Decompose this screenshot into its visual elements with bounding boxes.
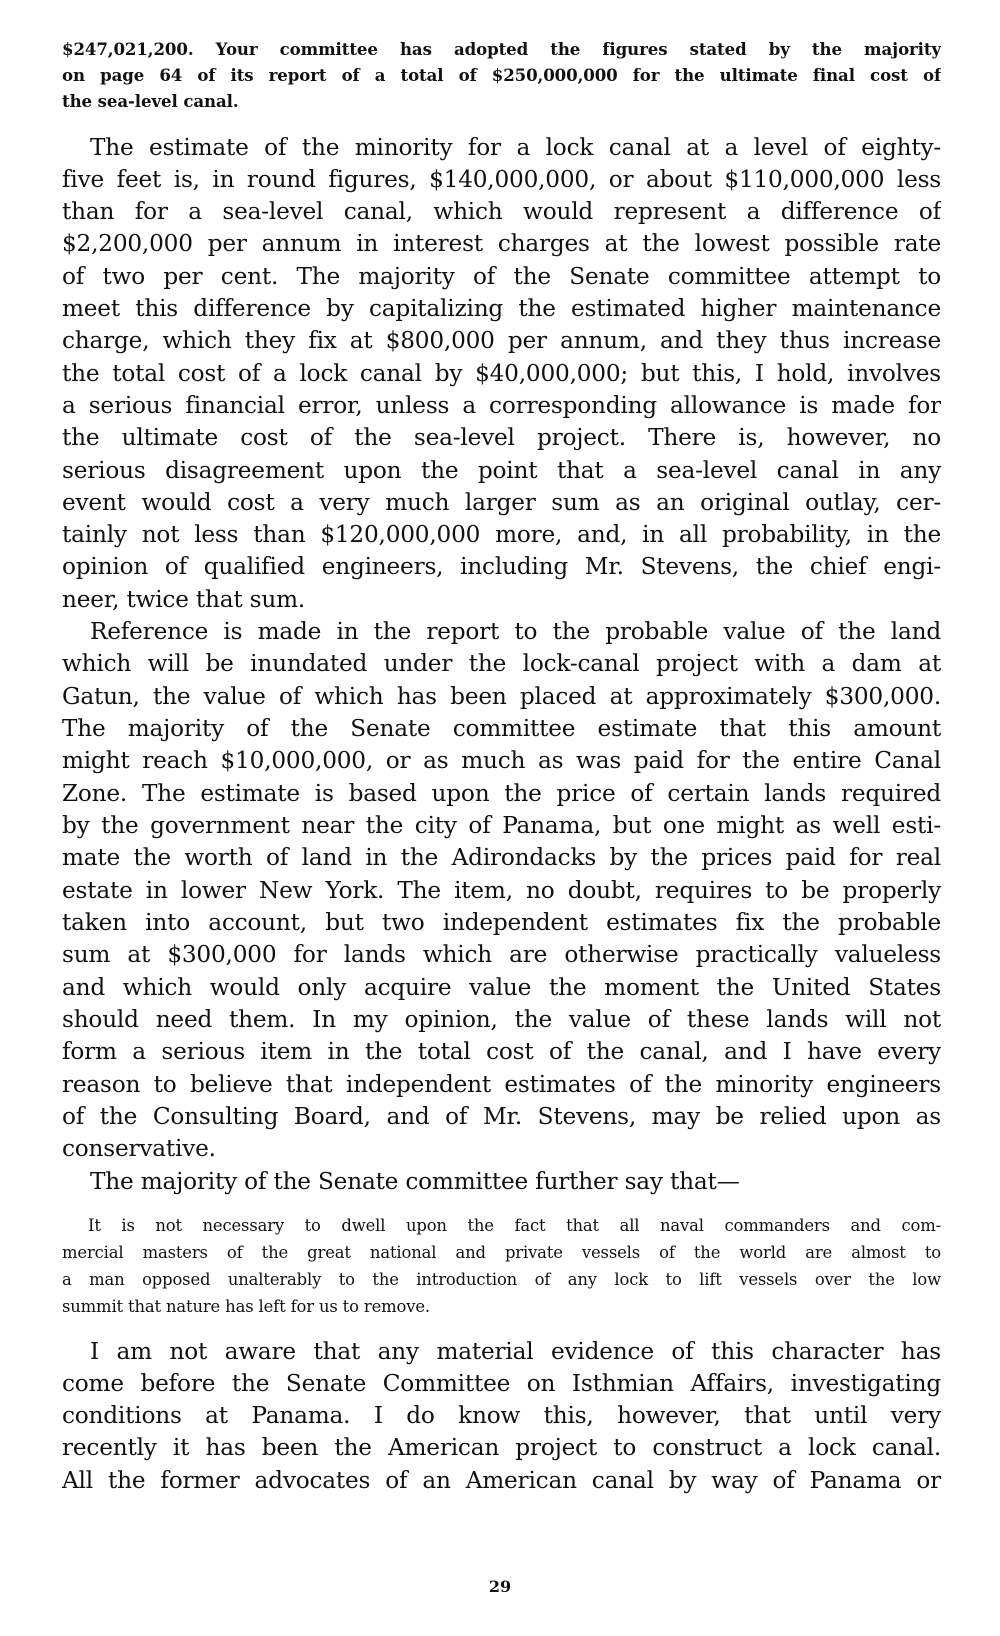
text-line: of two per cent. The majority of the Senate committee attempt to — [62, 263, 941, 290]
text-line: sum at $300,000 for lands which are otherwise practically valueless — [62, 941, 941, 968]
text-line: serious disagreement upon the point that a sea-level canal in any — [62, 457, 941, 484]
text-line: conservative. — [62, 1135, 216, 1162]
text-line: mercial masters of the great national and private vessels of the world are almost to — [62, 1243, 941, 1262]
text-line: I am not aware that any material evidence of this character has — [90, 1338, 941, 1365]
text-line: than for a sea-level canal, which would represent a difference of — [62, 198, 941, 225]
text-line: $2,200,000 per annum in interest charges at the lowest possible rate — [62, 230, 941, 257]
text-line: the sea-level canal. — [62, 91, 239, 111]
text-line: conditions at Panama. I do know this, however, that until very — [62, 1402, 941, 1429]
text-line: mate the worth of land in the Adirondacks by the prices paid for real — [62, 844, 941, 871]
text-line: It is not necessary to dwell upon the fact that all naval commanders and com- — [88, 1216, 941, 1235]
text-line: taken into account, but two independent estimates fix the probable — [62, 909, 941, 936]
text-line: by the government near the city of Panama, but one might as well esti- — [62, 812, 941, 839]
text-line: meet this difference by capitalizing the estimated higher maintenance — [62, 295, 941, 322]
text-line: five feet is, in round figures, $140,000,000, or about $110,000,000 less — [62, 166, 941, 193]
text-line: Zone. The estimate is based upon the price of certain lands required — [62, 780, 941, 807]
text-line: reason to believe that independent estimates of the minority engineers — [62, 1071, 941, 1098]
text-line: summit that nature has left for us to remove. — [62, 1297, 430, 1316]
text-line: and which would only acquire value the moment the United States — [62, 974, 941, 1001]
text-line: the total cost of a lock canal by $40,000,000; but this, I hold, involves — [62, 360, 941, 387]
text-line: The majority of the Senate committee estimate that this amount — [62, 715, 941, 742]
text-line: Reference is made in the report to the probable value of the land — [90, 618, 941, 645]
text-line: All the former advocates of an American canal by way of Panama or — [62, 1467, 941, 1494]
text-line: The estimate of the minority for a lock canal at a level of eighty- — [90, 134, 941, 161]
text-line: might reach $10,000,000, or as much as was paid for the entire Canal — [62, 747, 941, 774]
text-line: opinion of qualified engineers, including Mr. Stevens, the chief engi- — [62, 553, 941, 580]
text-line: of the Consulting Board, and of Mr. Stevens, may be relied upon as — [62, 1103, 941, 1130]
text-line: should need them. In my opinion, the value of these lands will not — [62, 1006, 941, 1033]
text-line: the ultimate cost of the sea-level project. There is, however, no — [62, 424, 941, 451]
text-line: tainly not less than $120,000,000 more, and, in all probability, in the — [62, 521, 941, 548]
text-line: which will be inundated under the lock-canal project with a dam at — [62, 650, 941, 677]
text-line: come before the Senate Committee on Isthmian Affairs, investigating — [62, 1370, 941, 1397]
text-line: neer, twice that sum. — [62, 586, 306, 613]
text-line: a serious financial error, unless a corresponding allowance is made for — [62, 392, 941, 419]
text-line: The majority of the Senate committee further say that— — [90, 1168, 740, 1195]
text-line: a man opposed unalterably to the introduction of any lock to lift vessels over the low — [62, 1270, 941, 1289]
text-line: form a serious item in the total cost of the canal, and I have every — [62, 1038, 941, 1065]
text-line: Gatun, the value of which has been placed at approximately $300,000. — [62, 683, 941, 710]
page-number: 29 — [488, 1577, 512, 1596]
text-line: recently it has been the American project to construct a lock canal. — [62, 1434, 941, 1461]
text-line: on page 64 of its report of a total of $250,000,000 for the ultimate final cost of — [62, 65, 941, 85]
text-line: $247,021,200. Your committee has adopted the figures stated by the majority — [62, 39, 941, 59]
text-line: charge, which they fix at $800,000 per annum, and they thus increase — [62, 327, 941, 354]
text-line: event would cost a very much larger sum as an original outlay, cer- — [62, 489, 941, 516]
text-line: estate in lower New York. The item, no doubt, requires to be properly — [62, 877, 941, 904]
